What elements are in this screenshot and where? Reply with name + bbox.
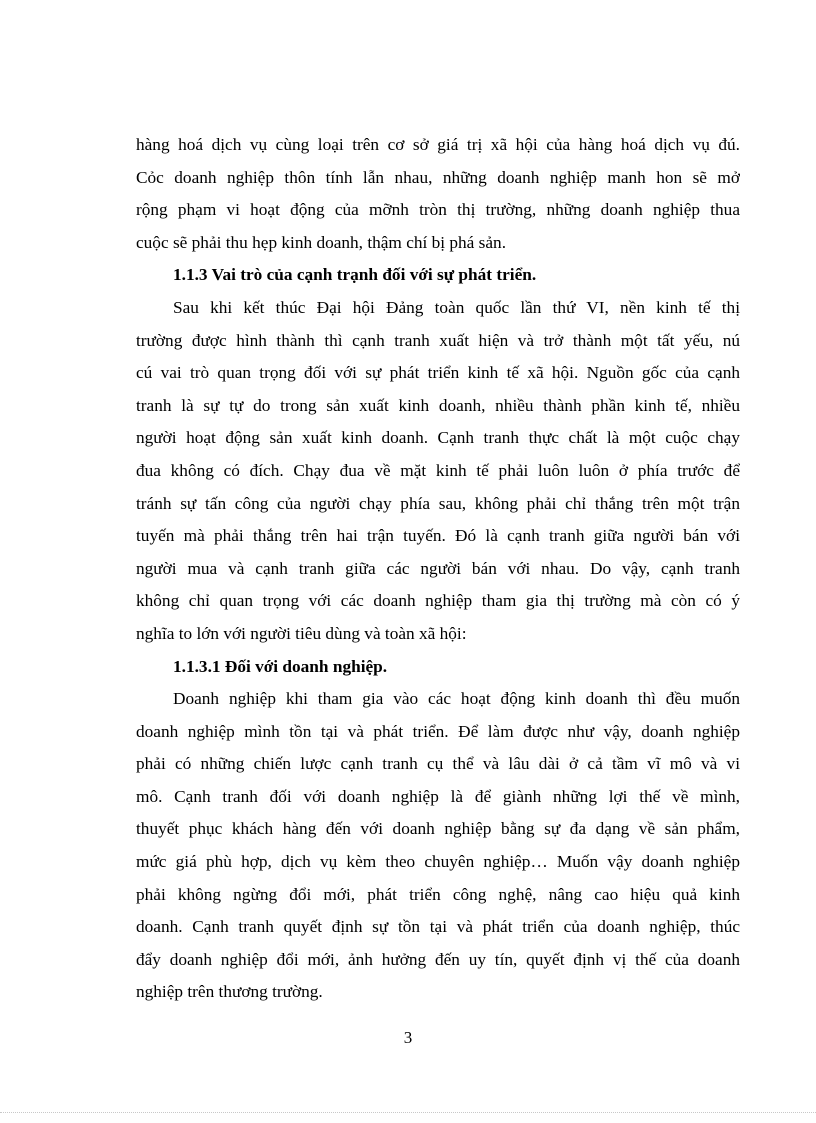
paragraph-role-of-competition — [136, 292, 740, 651]
paragraph-continuation — [136, 129, 740, 259]
paragraph-line: Cỏc doanh nghiệp thôn tính lẫn nhau, những doanh nghiệp manh hon sẽ mở — [136, 167, 740, 187]
paragraph-line: tranh là sự tự do trong sản xuất kinh doanh, nhiều thành phần kinh tế, nhiều — [136, 395, 740, 415]
paragraph-line: Sau khi kết thúc Đại hội Đảng toàn quốc lần thứ VI, nền kinh tế thị — [173, 297, 740, 317]
section-heading-1-1-3-1: 1.1.3.1 Đối với doanh nghiệp. — [173, 656, 388, 676]
section-heading-1-1-3: 1.1.3 Vai trò của cạnh trạnh đối với sự phát triển. — [173, 265, 537, 285]
paragraph-line: người mua và cạnh tranh giữa các người bán với nhau. Do vậy, cạnh tranh — [136, 558, 740, 578]
paragraph-line: trường được hình thành thì cạnh tranh xuất hiện và trở thành một tất yếu, nú — [136, 330, 740, 350]
paragraph-line: đẩy doanh nghiệp đổi mới, ảnh hưởng đến uy tín, quyết định vị thế của doanh — [136, 949, 740, 969]
page-body — [136, 129, 740, 1009]
paragraph-line: thuyết phục khách hàng đến với doanh nghiệp bằng sự đa dạng về sản phẩm, — [136, 819, 740, 839]
paragraph-for-enterprises — [136, 683, 740, 1009]
paragraph-line: doanh. Cạnh tranh quyết định sự tồn tại và phát triển của doanh nghiệp, thúc — [136, 917, 740, 937]
paragraph-line: tuyến mà phải thắng trên hai trận tuyến. Đó là cạnh tranh giữa người bán với — [136, 526, 740, 546]
paragraph-line: đua không có đích. Chạy đua về mặt kinh tế phải luôn luôn ở phía trước để — [136, 460, 740, 480]
page-number: 3 — [403, 1028, 413, 1047]
paragraph-line: phải không ngừng đổi mới, phát triển công nghệ, nâng cao hiệu quả kinh — [136, 884, 740, 904]
paragraph-line: mô. Cạnh tranh đối với doanh nghiệp là để giành những lợi thế về mình, — [136, 786, 740, 806]
paragraph-line: nghiệp trên thương trường. — [136, 982, 323, 1002]
paragraph-line: người hoạt động sản xuất kinh doanh. Cạnh tranh thực chất là một cuộc chạy — [136, 428, 740, 448]
paragraph-line: không chỉ quan trọng với các doanh nghiệp tham gia thị trường mà còn có ý — [136, 591, 740, 611]
paragraph-line: Doanh nghiệp khi tham gia vào các hoạt động kinh doanh thì đều muốn — [173, 689, 740, 709]
paragraph-line: rộng phạm vi hoạt động của mỡnh tròn thị trường, những doanh nghiệp thua — [136, 200, 740, 220]
paragraph-line: doanh nghiệp mình tồn tại và phát triển. Để làm được như vậy, doanh nghiệp — [136, 721, 740, 741]
page-bottom-divider — [0, 1112, 816, 1113]
paragraph-line: cuộc sẽ phải thu hẹp kinh doanh, thậm chí bị phá sản. — [136, 232, 507, 252]
paragraph-line: tránh sự tấn công của người chạy phía sau, không phải chỉ thắng trên một trận — [136, 493, 740, 513]
paragraph-line: hàng hoá dịch vụ cùng loại trên cơ sở giá trị xã hội của hàng hoá dịch vụ đú. — [136, 135, 740, 154]
paragraph-line: nghĩa to lớn với người tiêu dùng và toàn xã hội: — [136, 623, 467, 643]
paragraph-line: phải có những chiến lược cạnh tranh cụ thể và lâu dài ở cả tầm vĩ mô và vi — [136, 754, 740, 774]
paragraph-line: mức giá phù hợp, dịch vụ kèm theo chuyên nghiệp… Muốn vậy doanh nghiệp — [136, 852, 740, 872]
paragraph-line: cú vai trò quan trọng đối với sự phát triển kinh tế xã hội. Nguồn gốc của cạnh — [136, 363, 740, 383]
